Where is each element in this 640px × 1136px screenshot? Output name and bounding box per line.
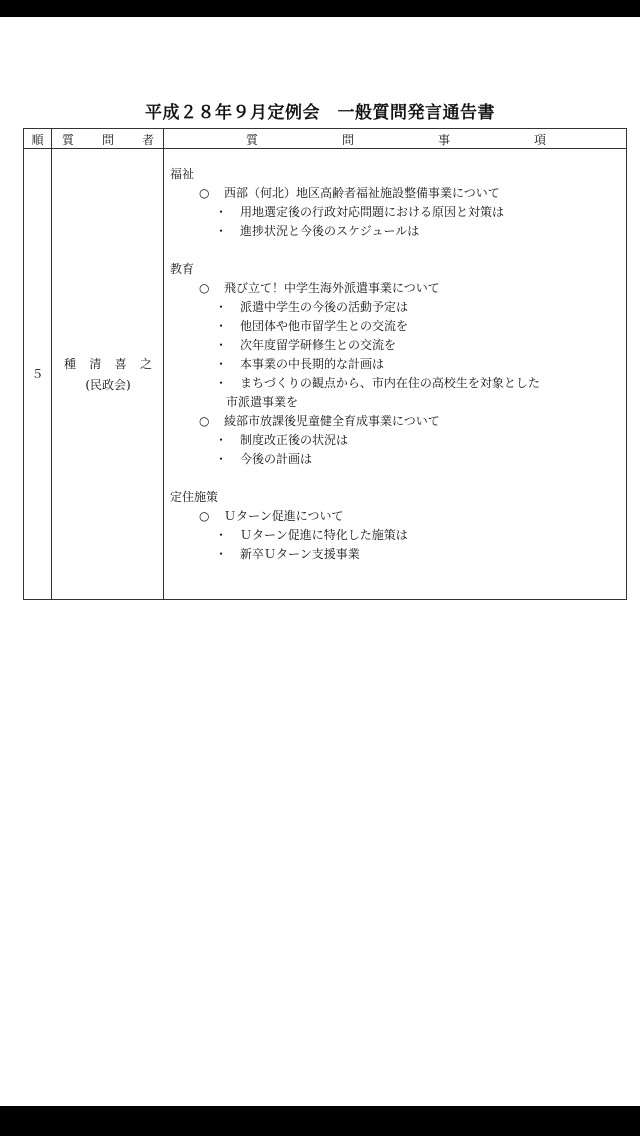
questioner-name: 種 清 喜 之 (64, 357, 152, 371)
bullet-marker: ・ (215, 319, 228, 333)
sub-item: ・ 用地選定後の行政対応問題における原因と対策は (170, 203, 620, 222)
bullet-marker: ・ (215, 547, 228, 561)
notice-table (23, 128, 627, 600)
question-items (170, 165, 620, 564)
circle-marker: ○ (199, 281, 210, 295)
bullet-marker: ・ (215, 433, 228, 447)
sub-item: ・ 本事業の中長期的な計画は (170, 355, 620, 374)
sub-item-continuation: 市派遣事業を (226, 395, 299, 409)
bullet-marker: ・ (215, 300, 228, 314)
bottom-bar (0, 1106, 640, 1136)
document-title: 平成２８年９月定例会 一般質問発言通告書 (145, 103, 495, 123)
category-heading: 教育 (170, 262, 195, 276)
bullet-marker: ・ (215, 528, 228, 542)
row-number: ５ (31, 367, 44, 381)
category-heading: 定住施策 (170, 490, 219, 504)
header-number: 順 (31, 132, 44, 147)
sub-item: ・ 進捗状況と今後のスケジュールは (170, 222, 620, 241)
sub-item: ・ 派遣中学生の今後の活動予定は (170, 298, 620, 317)
circle-marker: ○ (199, 509, 210, 523)
questioner-party: (民政会) (85, 378, 131, 392)
bullet-marker: ・ (215, 338, 228, 352)
category-heading: 福祉 (170, 167, 195, 181)
circle-marker: ○ (199, 186, 210, 200)
sub-item: ・ 次年度留学研修生との交流を (170, 336, 620, 355)
sub-item: ・ Ｕターン促進に特化した施策は (170, 526, 620, 545)
sub-item: ・ 他団体や他市留学生との交流を (170, 317, 620, 336)
bullet-marker: ・ (215, 357, 228, 371)
circle-marker: ○ (199, 414, 210, 428)
question-item: ○ 飛び立て！中学生海外派遣事業について (170, 279, 620, 298)
header-divider (24, 148, 626, 149)
status-bar (0, 0, 640, 17)
header-question-items: 質 問 事 項 (246, 132, 546, 147)
bullet-marker: ・ (215, 452, 228, 466)
bullet-marker: ・ (215, 205, 228, 219)
bullet-marker: ・ (215, 224, 228, 238)
sub-item: ・ 今後の計画は (170, 450, 620, 469)
bullet-marker: ・ (215, 376, 228, 390)
header-questioner: 質 問 者 (62, 132, 154, 147)
sub-item: ・ 新卒Ｕターン支援事業 (170, 545, 620, 564)
question-item: ○ 綾部市放課後児童健全育成事業について (170, 412, 620, 431)
sub-item: ・ まちづくりの観点から、市内在住の高校生を対象とした (170, 374, 620, 393)
question-item: ○ 西部（何北）地区高齢者福祉施設整備事業について (170, 184, 620, 203)
questioner-cell (52, 355, 164, 393)
question-item: ○ Ｕターン促進について (170, 507, 620, 526)
sub-item: ・ 制度改正後の状況は (170, 431, 620, 450)
